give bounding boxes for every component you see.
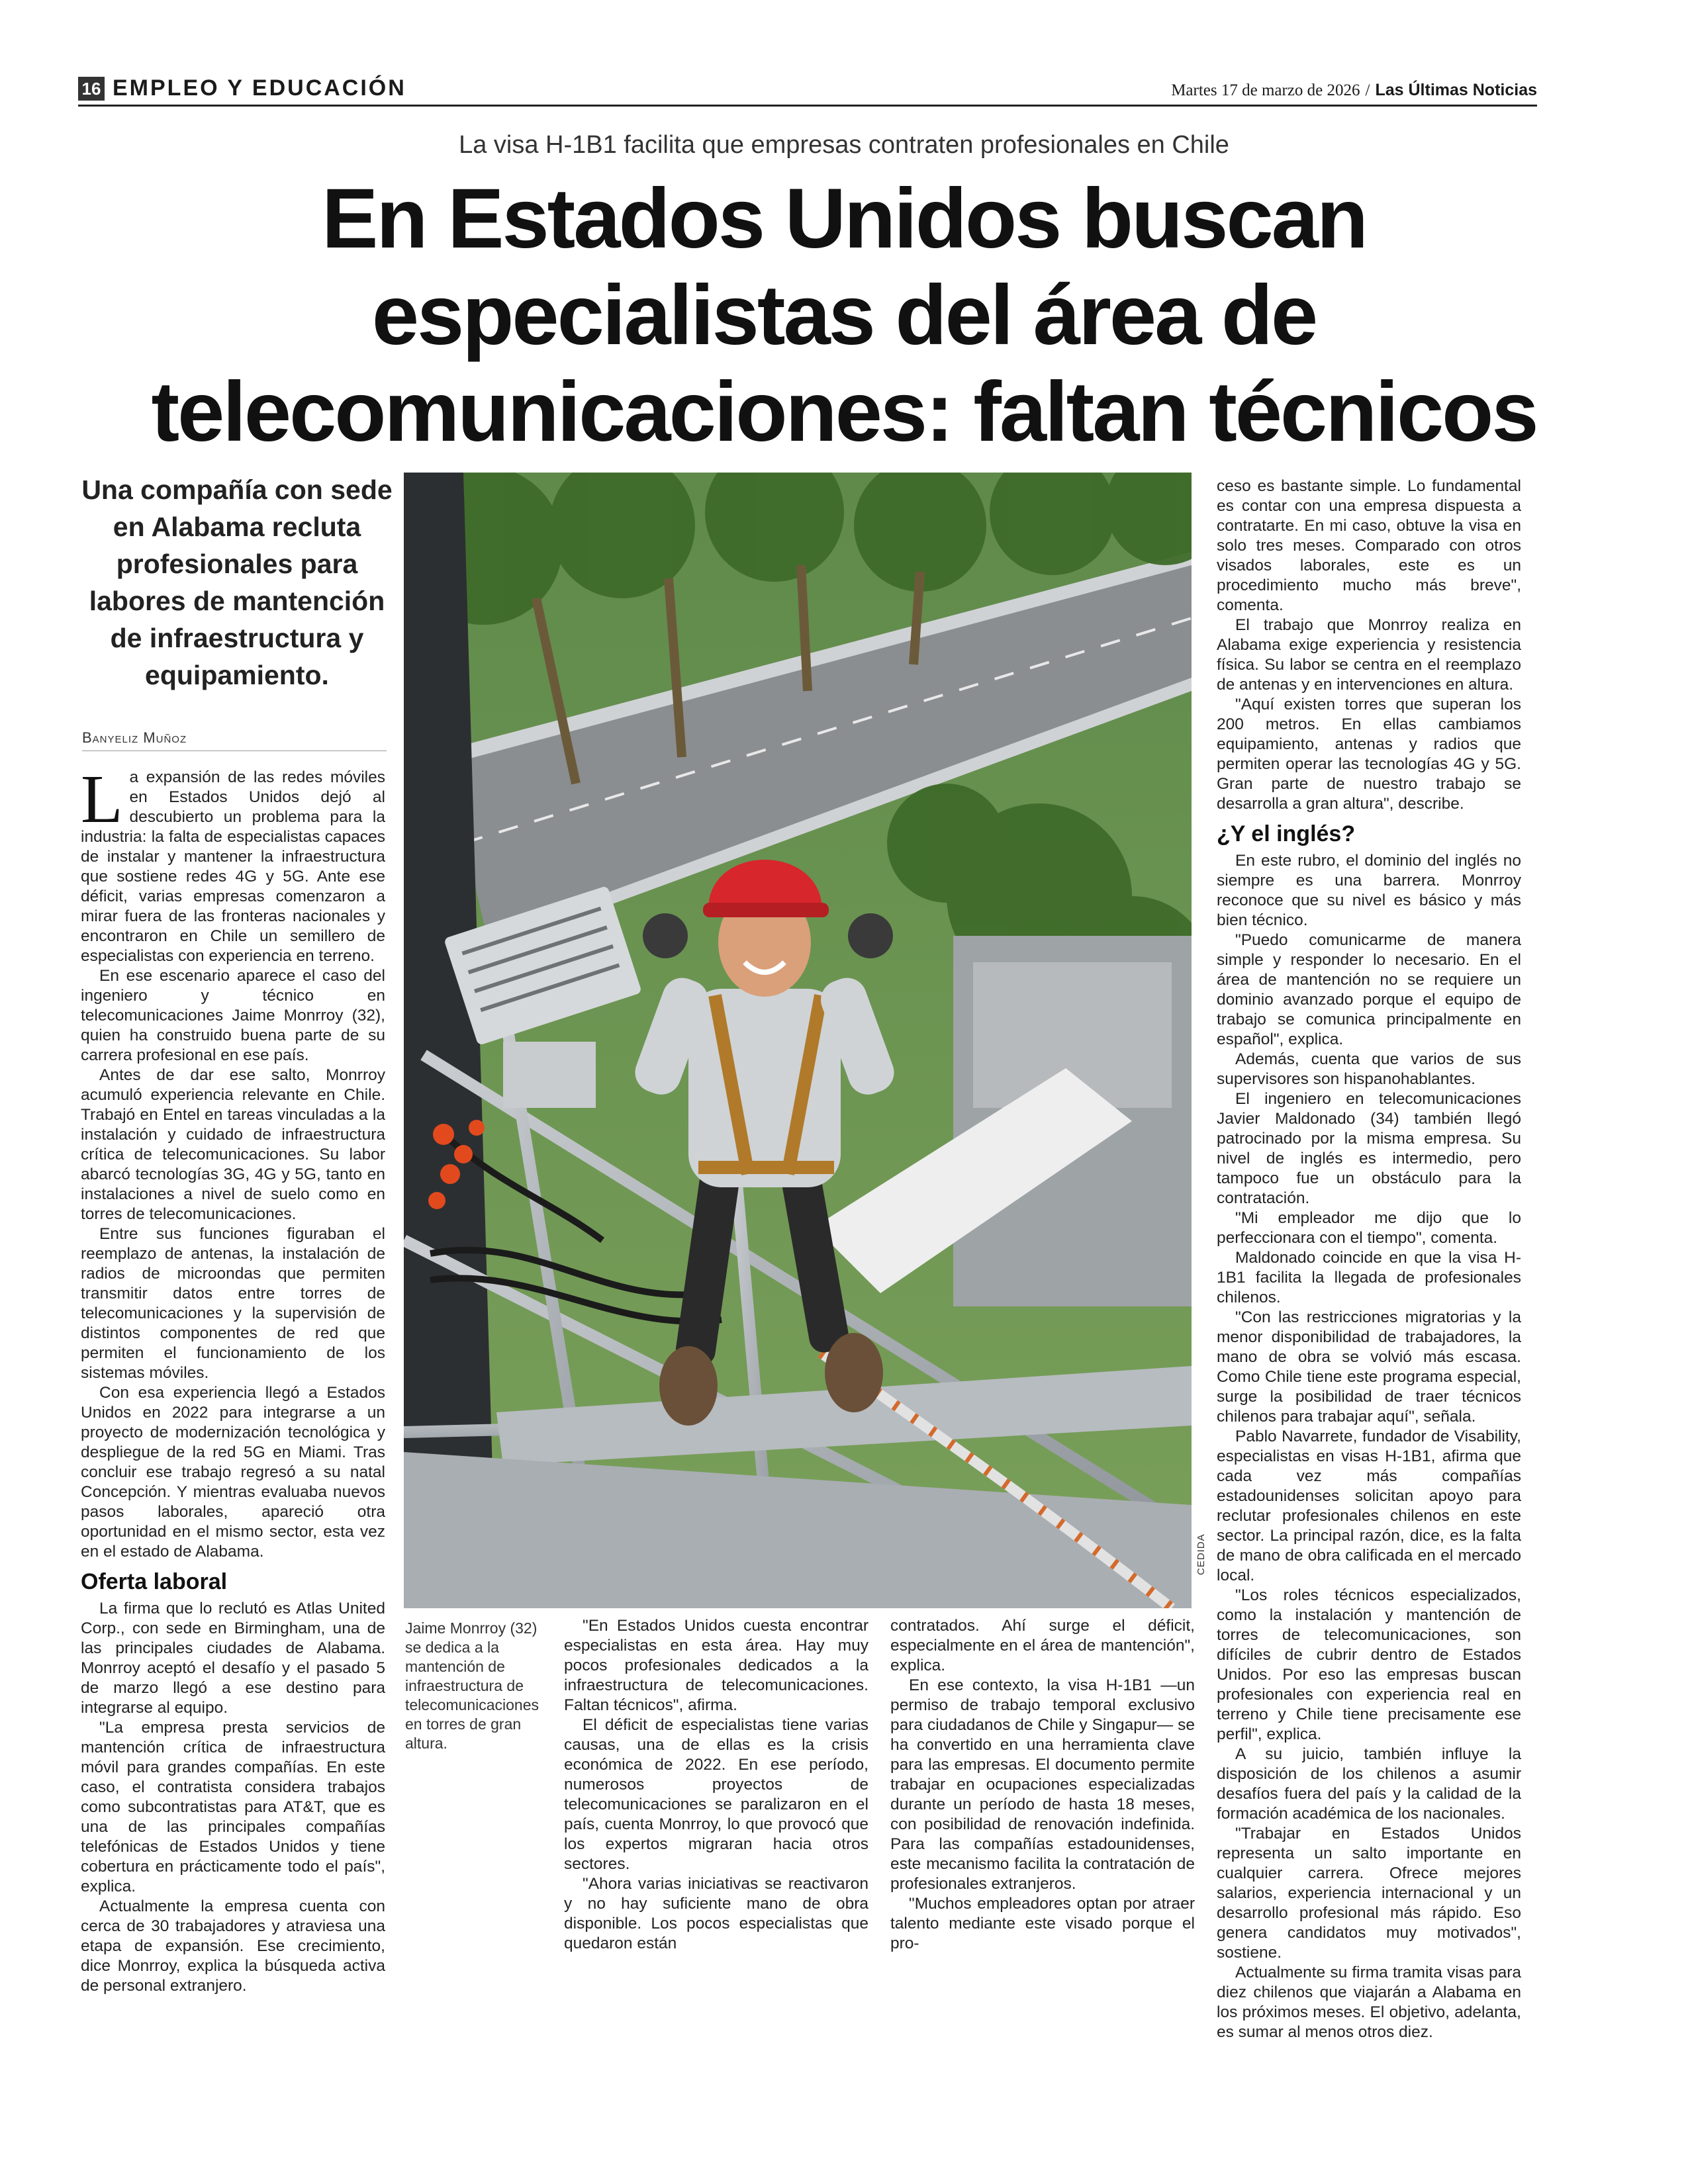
article-headline	[99, 171, 1589, 461]
paragraph: Antes de dar ese salto, Monrroy acumuló experiencia relevante en Chile. Trabajó en Entel en tareas vinculadas a la instalación y cuidado de infraestructura crítica de telecomunicaciones. Su labor abarcó tecnologías 3G, 4G y 5G, tanto en instalaciones a nivel de suelo como en torres de telecomunicaciones.	[81, 1066, 385, 1223]
section-name: EMPLEO Y EDUCACIÓN	[113, 75, 406, 101]
article-kicker: La visa H-1B1 facilita que empresas contraten profesionales en Chile	[459, 131, 1229, 159]
paragraph: "Puedo comunicarme de manera simple y responder lo necesario. En el área de mantención no se requiere un dominio avanzado porque el equipo de trabajo se comunica principalmente en español", explica.	[1217, 931, 1521, 1048]
paragraph: Pablo Navarrete, fundador de Visability, especialistas en visas H-1B1, afirma que cada vez más compañías estadounidenses solicitan apoyo para reclutar profesionales chilenos en este sector. La principal razón, dice, es la falta de mano de obra calificada en el mercado local.	[1217, 1428, 1521, 1584]
issue-date: Martes 17 de marzo de 2026	[1171, 81, 1360, 99]
article-photo	[404, 473, 1192, 1608]
page-header	[78, 74, 1537, 107]
article-subhead: Una compañía con sede en Alabama recluta profesionales para labores de mantención de infraestructura y equipamiento.	[81, 475, 393, 690]
paragraph: La firma que lo reclutó es Atlas United Corp., con sede en Birmingham, una de las principales ciudades de Alabama. Monrroy aceptó el desafío y el pasado 5 de marzo llegó a ese destino para integrarse al equipo.	[81, 1600, 385, 1717]
paragraph: En ese escenario aparece el caso del ingeniero y técnico en telecomunicaciones Jaime Monrroy (32), quien ha construido buena parte de su carrera profesional en ese país.	[81, 967, 385, 1064]
paragraph: En este rubro, el dominio del inglés no siempre es una barrera. Monrroy reconoce que su nivel es básico y más bien técnico.	[1217, 852, 1521, 929]
photo-caption: Jaime Monrroy (32) se dedica a la mantención de infraestructura de telecomunicaciones en torres de gran altura.	[405, 1619, 539, 1752]
subsection-heading: Oferta laboral	[81, 1569, 228, 1594]
paragraph: Actualmente su firma tramita visas para diez chilenos que viajarán a Alabama en los próximos meses. El objetivo, adelanta, es sumar al menos otros diez.	[1217, 1964, 1521, 2041]
paragraph: contratados. Ahí surge el déficit, especialmente en el área de mantención", explica.	[890, 1617, 1195, 1674]
paragraph: La expansión de las redes móviles en Estados Unidos dejó al descubierto un problema para la industria: la falta de especialistas capaces de instalar y mantener la infraestructura que sostiene redes 4G y 5G. Ante ese déficit, varias empresas comenzaron a mirar fuera de las fronteras nacionales y encontraron en Chile un semillero de especialistas con experiencia en terreno.	[81, 761, 385, 965]
tower-worker-photo	[404, 473, 1192, 1608]
newspaper-name: Las Últimas Noticias	[1375, 81, 1537, 99]
article-column-4	[1217, 477, 1521, 2042]
article-column-3	[890, 1616, 1195, 1954]
paragraph: En ese contexto, la visa H-1B1 —un permiso de trabajo temporal exclusivo para ciudadanos de Chile y Singapur— se ha convertido en una herramienta clave para las empresas. El documento permite trabajar en ocupaciones especializadas durante un período de hasta 18 meses, con posibilidad de renovación indefinida. Para las compañías estadounidenses, este mecanismo facilita la contratación de profesionales extranjeros.	[890, 1676, 1195, 1893]
headline-line: En Estados Unidos buscan	[321, 171, 1367, 266]
paragraph: Con esa experiencia llegó a Estados Unidos en 2022 para integrarse a un proyecto de modernización tecnológica y despliegue de la red 5G en Miami. Tras concluir ese trabajo regresó a su natal Concepción. Y mientras evaluaba nuevos pasos laborales, apareció otra oportunidad en el mismo sector, esta vez en el estado de Alabama.	[81, 1384, 385, 1561]
paragraph: "Trabajar en Estados Unidos representa un salto importante en cualquier carrera. Ofrece mejores salarios, experiencia internacional y un desarrollo profesional más rápido. Eso genera candidatos muy motivados", sostiene.	[1217, 1825, 1521, 1962]
paragraph: Entre sus funciones figuraban el reemplazo de antenas, la instalación de radios de microondas que permiten transmitir datos entre torres de telecomunicaciones y la supervisión de distintos componentes de red que permiten el funcionamiento de los sistemas móviles.	[81, 1225, 385, 1382]
paragraph: El ingeniero en telecomunicaciones Javier Maldonado (34) también llegó patrocinado por la misma empresa. Su nivel de inglés es intermedio, pero tampoco fue un obstáculo para la contratación.	[1217, 1090, 1521, 1207]
photo-credit: CEDIDA	[1196, 1533, 1207, 1575]
byline: Banyeliz Muñoz	[82, 729, 187, 746]
paragraph: ceso es bastante simple. Lo fundamental es contar con una empresa dispuesta a contratarte. En mi caso, obtuve la visa en solo tres meses. Comparado con otros visados laborales, este es un procedimiento mucho más breve", comenta.	[1217, 477, 1521, 614]
paragraph: "La empresa presta servicios de mantención crítica de infraestructura móvil para grandes compañías. En este caso, el contratista considera trabajos como subcontratistas para AT&T, que es una de las principales compañías telefónicas de Estados Unidos y tiene cobertura en prácticamente todo el país", explica.	[81, 1719, 385, 1895]
header-separator: /	[1365, 81, 1370, 99]
paragraph: "En Estados Unidos cuesta encontrar especialistas en esta área. Hay muy pocos profesionales dedicados a la infraestructura de telecomunicaciones. Faltan técnicos", afirma.	[564, 1617, 868, 1714]
headline-line: telecomunicaciones: faltan técnicos	[151, 365, 1537, 459]
paragraph: El déficit de especialistas tiene varias causas, una de ellas es la crisis económica de 2022. En ese período, numerosos proyectos de telecomunicaciones se paralizaron en el país, cuenta Monrroy, lo que provocó que los expertos migraran hacia otros sectores.	[564, 1716, 868, 1873]
paragraph: Actualmente la empresa cuenta con cerca de 30 trabajadores y atraviesa una etapa de expansión. Ese crecimiento, dice Monrroy, explica la búsqueda activa de personal extranjero.	[81, 1897, 385, 1995]
paragraph: A su juicio, también influye la disposición de los chilenos a asumir desafíos fuera del país y la calidad de la formación académica de los nacionales.	[1217, 1745, 1521, 1823]
paragraph: Además, cuenta que varios de sus supervisores son hispanohablantes.	[1217, 1050, 1521, 1088]
page-number: 16	[78, 77, 105, 101]
paragraph: "Los roles técnicos especializados, como la instalación y mantención de torres de telecomunicaciones, son difíciles de cubrir dentro de Estados Unidos. Por eso las empresas buscan profesionales con experiencia real en terreno y Chile tiene precisamente ese perfil", explica.	[1217, 1586, 1521, 1743]
headline-line: especialistas del área de	[371, 268, 1317, 363]
paragraph: "Aquí existen torres que superan los 200 metros. En ellas cambiamos equipamiento, antenas y radios que permiten operar las tecnologías 4G y 5G. Gran parte de nuestro trabajo se desarrolla a gran altura", describe.	[1217, 696, 1521, 813]
subsection-heading: ¿Y el inglés?	[1217, 821, 1356, 846]
paragraph: "Con las restricciones migratorias y la menor disponibilidad de trabajadores, la mano de obra se volvió más escasa. Como Chile tiene este programa especial, surge la posibilidad de traer técnicos chilenos para trabajar aquí", señala.	[1217, 1308, 1521, 1426]
paragraph: El trabajo que Monrroy realiza en Alabama exige experiencia y resistencia física. Su labor se centra en el reemplazo de antenas y en intervenciones en altura.	[1217, 616, 1521, 694]
paragraph: "Muchos empleadores optan por atraer talento mediante este visado porque el pro-	[890, 1895, 1195, 1952]
paragraph: "Ahora varias iniciativas se reactivaron y no hay suficiente mano de obra disponible. Los pocos especialistas que quedaron están	[564, 1875, 868, 1952]
header-meta	[1171, 81, 1537, 100]
paragraph: "Mi empleador me dijo que lo perfeccionara con el tiempo", comenta.	[1217, 1209, 1521, 1247]
paragraph: Maldonado coincide en que la visa H-1B1 facilita la llegada de profesionales chilenos.	[1217, 1249, 1521, 1306]
article-column-2	[564, 1616, 868, 1954]
drop-cap: L	[81, 761, 123, 837]
article-column-1	[81, 761, 385, 1996]
